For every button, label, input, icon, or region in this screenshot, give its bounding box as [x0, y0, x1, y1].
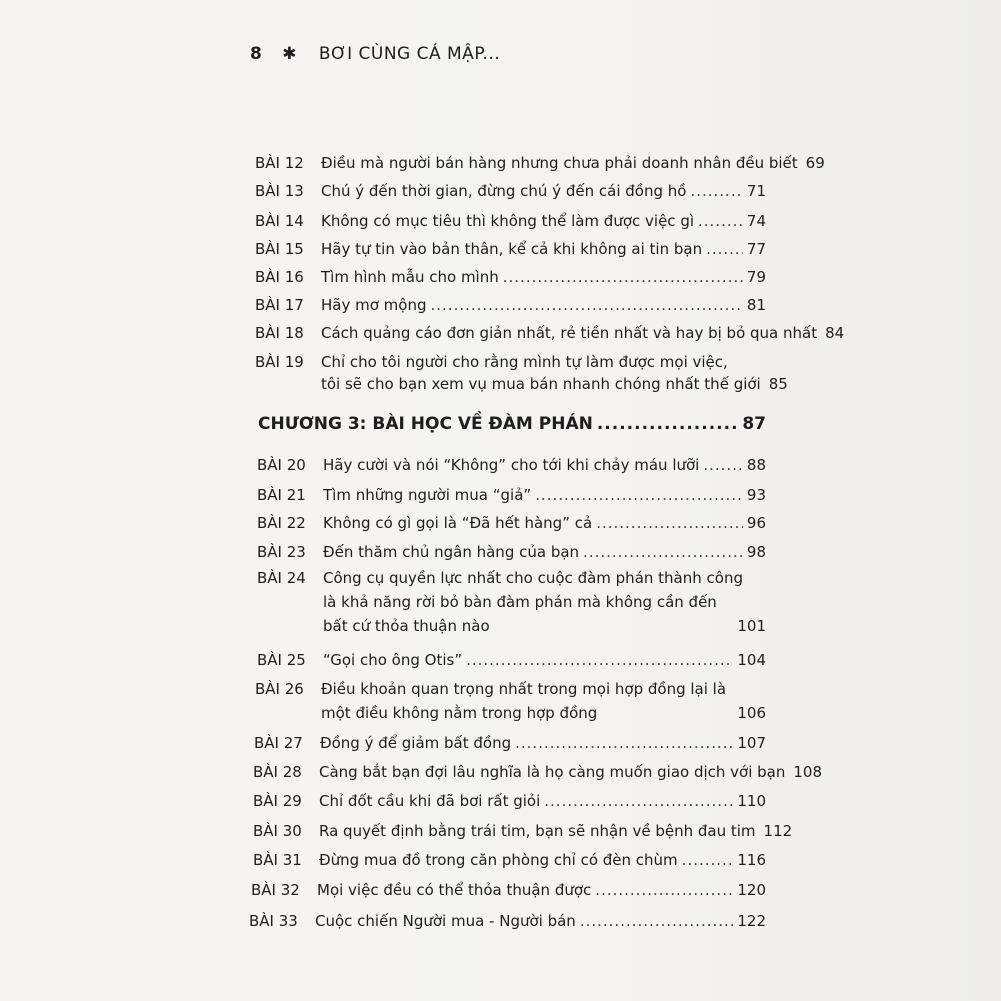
toc-entry-page: 101 [737, 617, 766, 635]
toc-entry-page: 104 [737, 651, 766, 669]
toc-entry [257, 455, 766, 475]
toc-entry-title: Tìm những người mua “giả” [323, 486, 532, 504]
toc-entry-label: BÀI 14 [255, 212, 304, 230]
toc-entry-page: 96 [746, 514, 766, 532]
toc-entry-title: Chú ý đến thời gian, đừng chú ý đến cái đồng hồ [321, 182, 687, 200]
toc-entry-label: BÀI 15 [255, 240, 304, 258]
toc-entry-title: Điều mà người bán hàng nhưng chưa phải doanh nhân đều biết [321, 154, 798, 172]
chapter-heading [258, 414, 766, 434]
toc-entry-label: BÀI 21 [257, 486, 306, 504]
toc-entry-title: Chỉ đốt cầu khi đã bơi rất giỏi [319, 792, 541, 810]
toc-leader-dots [583, 542, 743, 562]
toc-entry-page: 98 [746, 543, 766, 561]
toc-entry-page: 79 [746, 268, 766, 286]
toc-leader-dots [466, 650, 733, 670]
toc-leader-dots [698, 211, 743, 231]
toc-entry [257, 513, 766, 533]
toc-entry-page: 116 [737, 851, 766, 869]
toc-entry-label: BÀI 29 [253, 792, 302, 810]
toc-entry-last-line [321, 703, 766, 723]
toc-entry [255, 267, 766, 287]
toc-entry-page: 108 [793, 763, 823, 781]
toc-entry [255, 323, 845, 343]
toc-entry-page: 107 [737, 734, 766, 752]
toc-entry [255, 181, 766, 201]
toc-entry-label: BÀI 28 [253, 763, 302, 781]
toc-leader-dots [503, 267, 743, 287]
toc-entry [253, 821, 793, 841]
toc-entry-page: 74 [746, 212, 766, 230]
toc-entry-page: 112 [763, 822, 793, 840]
toc-entry-multiline [255, 679, 766, 723]
toc-entry-page: 93 [746, 486, 766, 504]
toc-entry-title: “Gọi cho ông Otis” [323, 651, 463, 669]
toc-entry-label: BÀI 26 [255, 680, 304, 698]
toc-entry-title: Cuộc chiến Người mua - Người bán [315, 912, 576, 930]
toc-entry-page: 71 [746, 182, 766, 200]
toc-leader-dots [544, 791, 733, 811]
toc-leader-dots [535, 485, 743, 505]
toc-entry-title-line: bất cứ thỏa thuận nào [323, 617, 490, 635]
toc-entry [255, 153, 825, 173]
toc-leader-dots [690, 181, 742, 201]
toc-entry-multiline [255, 352, 788, 396]
toc-entry-title: Càng bắt bạn đợi lâu nghĩa là họ càng muốn giao dịch với bạn [319, 763, 786, 781]
toc-entry-page: 69 [805, 154, 825, 172]
toc-entry-title: Đến thăm chủ ngân hàng của bạn [323, 543, 580, 561]
toc-entry [249, 911, 766, 931]
toc-entry-title: Hãy cười và nói “Không” cho tới khi chảy máu lưỡi [323, 456, 700, 474]
toc-entry [257, 485, 766, 505]
asterisk-icon: ✱ [282, 44, 297, 64]
toc-leader-dots [431, 295, 743, 315]
toc-leader-dots [515, 733, 733, 753]
toc-entry-page: 106 [737, 704, 766, 722]
toc-entry-last-line [321, 374, 788, 394]
toc-entry [257, 650, 766, 670]
toc-entry-title-line: Điều khoản quan trọng nhất trong mọi hợp đồng lại là [321, 680, 727, 698]
toc-entry [255, 239, 766, 259]
toc-entry-title: Đồng ý để giảm bất đồng [320, 734, 512, 752]
chapter-title: CHƯƠNG 3: BÀI HỌC VỀ ĐÀM PHÁN [258, 414, 593, 434]
toc-entry-multiline [257, 568, 766, 636]
toc-leader-dots [703, 455, 743, 475]
toc-leader-dots [596, 513, 743, 533]
toc-leader-dots [580, 911, 734, 931]
toc-leader-dots [682, 850, 734, 870]
toc-entry-title: Không có mục tiêu thì không thể làm được việc gì [321, 212, 695, 230]
toc-entry-title: Không có gì gọi là “Đã hết hàng” cả [323, 514, 593, 532]
toc-entry [253, 791, 766, 811]
toc-entry-title: Cách quảng cáo đơn giản nhất, rẻ tiền nhất và hay bị bỏ qua nhất [321, 324, 818, 342]
toc-entry-label: BÀI 30 [253, 822, 302, 840]
toc-entry-label: BÀI 19 [255, 353, 304, 371]
toc-entry-label: BÀI 31 [253, 851, 302, 869]
toc-entry [255, 295, 766, 315]
toc-entry-title-line: Công cụ quyền lực nhất cho cuộc đàm phán thành công [323, 569, 743, 587]
toc-entry-label: BÀI 22 [257, 514, 306, 532]
toc-entry-label: BÀI 13 [255, 182, 304, 200]
toc-entry-label: BÀI 20 [257, 456, 306, 474]
toc-entry-page: 85 [768, 375, 788, 393]
toc-entry-title: Đừng mua đồ trong căn phòng chỉ có đèn chùm [319, 851, 678, 869]
toc-entry-page: 84 [825, 324, 845, 342]
toc-entry-title: Tìm hình mẫu cho mình [321, 268, 499, 286]
toc-entry-page: 77 [746, 240, 766, 258]
toc-leader-dots [706, 239, 743, 259]
toc-entry [253, 762, 823, 782]
toc-entry-last-line [323, 616, 766, 636]
toc-entry [251, 880, 766, 900]
header-page-number: 8 [250, 44, 263, 64]
toc-entry-label: BÀI 23 [257, 543, 306, 561]
toc-entry [257, 542, 766, 562]
toc-entry-title-line: Chỉ cho tôi người cho rằng mình tự làm được mọi việc, [321, 353, 728, 371]
toc-entry-label: BÀI 12 [255, 154, 304, 172]
toc-entry-page: 110 [737, 792, 766, 810]
toc-entry-label: BÀI 17 [255, 296, 304, 314]
toc-entry-title-line: một điều không nằm trong hợp đồng [321, 704, 598, 722]
toc-entry-title-line: là khả năng rời bỏ bàn đàm phán mà không cần đến [323, 593, 717, 611]
toc-entry-label: BÀI 27 [254, 734, 303, 752]
toc-leader-dots [595, 880, 733, 900]
header-title: BƠI CÙNG CÁ MẬP... [318, 44, 501, 64]
chapter-page: 87 [742, 414, 766, 434]
toc-entry-title-line: tôi sẽ cho bạn xem vụ mua bán nhanh chóng nhất thế giới [321, 375, 761, 393]
toc-entry-label: BÀI 16 [255, 268, 304, 286]
toc-entry [255, 211, 766, 231]
toc-entry-page: 88 [746, 456, 766, 474]
toc-entry-label: BÀI 18 [255, 324, 304, 342]
toc-leader-dots [597, 414, 738, 434]
toc-entry-title: Ra quyết định bằng trái tim, bạn sẽ nhận về bệnh đau tim [319, 822, 756, 840]
toc-entry-page: 120 [737, 881, 766, 899]
toc-entry [254, 733, 766, 753]
running-header [250, 44, 500, 64]
toc-entry-page: 122 [737, 912, 766, 930]
toc-entry [253, 850, 766, 870]
toc-entry-title: Hãy tự tin vào bản thân, kể cả khi không ai tin bạn [321, 240, 703, 258]
toc-entry-label: BÀI 33 [249, 912, 298, 930]
toc-entry-page: 81 [746, 296, 766, 314]
toc-entry-label: BÀI 24 [257, 569, 306, 587]
toc-entry-title: Hãy mơ mộng [321, 296, 427, 314]
toc-entry-title: Mọi việc đều có thể thỏa thuận được [317, 881, 592, 899]
toc-entry-label: BÀI 32 [251, 881, 300, 899]
toc-entry-label: BÀI 25 [257, 651, 306, 669]
